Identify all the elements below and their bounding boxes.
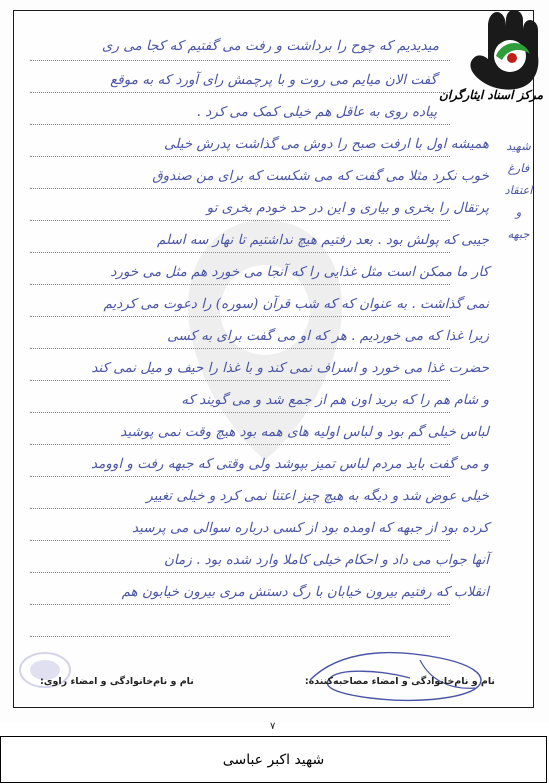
handwriting-line: نمی گذاشت . به عنوان که که شب قرآن (سوره) را دعوت می کردیم [103, 296, 489, 312]
rule-line [30, 60, 450, 61]
rule-line [30, 540, 450, 541]
handwriting-line: زیرا غذا که می خوردیم . هر که او می گفت برای به کسی [167, 328, 489, 344]
margin-note-word: فارغ [507, 161, 530, 175]
rule-line [30, 412, 450, 413]
handwriting-line: همیشه اول با ارفت صبح را دوش می گذاشت پدرش خیلی [164, 136, 489, 152]
rule-line [30, 156, 450, 157]
caption-text: شهید اکبر عباسی [222, 751, 325, 768]
rule-line [30, 316, 450, 317]
margin-note-word: و [515, 205, 522, 219]
rule-line [30, 188, 450, 189]
handwriting-line: کرده بود از جبهه که اومده بود از کسی درباره سوالی می پرسید [132, 520, 489, 536]
margin-note [496, 135, 541, 245]
handwriting-line: آنها جواب می داد و احکام خیلی کاملا وارد شده بود . زمان [164, 552, 489, 568]
handwriting-line: پرتقال را بخری و بیاری و این در حد خودم بخری تو [206, 200, 489, 216]
interviewer-signature-label: نام و نام‌خانوادگی و امضاء مصاحبه‌کننده: [304, 676, 495, 687]
handwriting-line: و شام هم را که برید اون هم از جمع شد و می گویند که [181, 392, 489, 408]
rule-line [30, 348, 450, 349]
narrator-signature-label: نام و نام‌خانوادگی و امضاء راوی: [40, 676, 194, 687]
handwriting-line: کار ما ممکن است مثل غذایی را که آنجا می خورد هم مثل می خورد [110, 264, 489, 280]
handwriting-line: جیبی که پولش بود . بعد رفتیم هیچ نداشتیم تا نهار سه اسلم [157, 232, 489, 248]
rule-line [30, 604, 450, 605]
rule-line [30, 476, 450, 477]
margin-note-word: شهید [506, 139, 531, 153]
rule-line [30, 124, 450, 125]
handwriting-line: لباس خیلی گم بود و لباس اولیه های همه بود هیچ وقت نمی پوشید [120, 424, 489, 440]
signature-scrawl [300, 640, 490, 710]
page-number: ۷ [270, 721, 276, 732]
margin-note-word: جبهه [507, 227, 530, 241]
rule-line [30, 508, 450, 509]
handwriting-line: خیلی عوض شد و دیگه به هیچ چیز اعتنا نمی کرد و خیلی تغییر [146, 488, 489, 504]
rule-line [30, 380, 450, 381]
handwriting-line: گفت الان میایم می روت و با پرچمش رای آورد که به موقع [110, 72, 437, 88]
handwriting-line: میدیدیم که چوح را برداشت و رفت می گفتیم که کجا می ری [101, 38, 439, 54]
handwriting-line: انقلاب که رفتیم بیرون خیابان با رگ دستش مری بیرون خیابون هم [121, 584, 489, 600]
handwriting-line: و می گفت باید مردم لباس تمیز بپوشد ولی وقتی که جبهه رفت و اوومد [90, 456, 489, 472]
handwriting-line: حضرت غذا می خورد و اسراف نمی کند و با غذا را حیف و میل نمی کند [91, 360, 489, 376]
logo-text: مرکز اسناد ایثارگران [439, 88, 543, 102]
margin-note-word: اعتقاد [504, 183, 533, 197]
rule-line [30, 572, 450, 573]
rule-line [30, 220, 450, 221]
rule-line [30, 444, 450, 445]
caption-box [0, 736, 547, 783]
rule-line [30, 636, 450, 637]
rule-line [30, 284, 450, 285]
rule-line [30, 92, 450, 93]
handwriting-line: پیاده روی به عاقل هم خیلی کمک می کرد . [196, 104, 437, 120]
handwriting-line: خوب نکرد مثلا می گفت که می شکست که برای من صندوق [152, 168, 489, 184]
rule-line [30, 252, 450, 253]
